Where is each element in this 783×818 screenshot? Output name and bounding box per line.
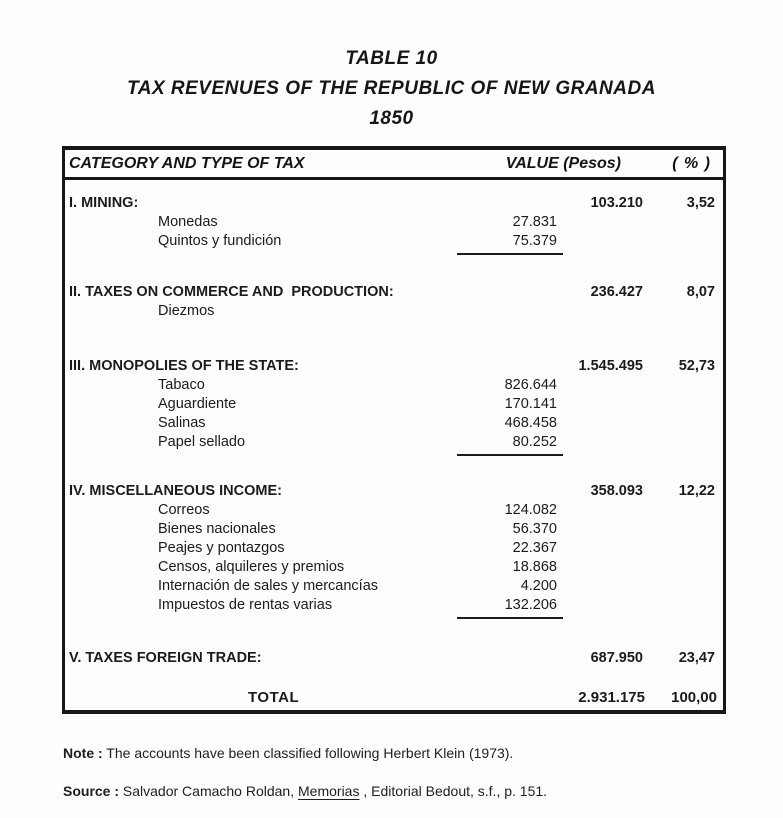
source-text-pre: Salvador Camacho Roldan,: [119, 783, 299, 799]
section-block: [65, 482, 723, 615]
total-label: TOTAL: [248, 689, 300, 706]
section-block: [65, 194, 723, 251]
section-block: [65, 649, 723, 668]
section-row: [65, 649, 723, 668]
item-label: Peajes y pontazgos: [158, 540, 285, 556]
total-row: [65, 686, 723, 710]
item-label: Monedas: [158, 214, 218, 230]
item-value: 826.644: [504, 377, 557, 393]
item-label: Correos: [158, 502, 210, 518]
section-label: I. MINING:: [69, 195, 139, 211]
item-row: [65, 520, 723, 539]
note-text: The accounts have been classified following Herbert Klein (1973).: [102, 745, 514, 761]
tax-revenues-table: [62, 146, 726, 714]
item-value: 124.082: [504, 502, 557, 518]
item-value: 22.367: [512, 540, 557, 556]
section-value: 358.093: [590, 483, 643, 499]
section-value: 236.427: [590, 284, 643, 300]
source-footnote: [63, 783, 547, 799]
source-work-title: Memorias: [298, 783, 360, 799]
table-main-title: TAX REVENUES OF THE REPUBLIC OF NEW GRANADA: [127, 78, 656, 99]
item-label: Impuestos de rentas varias: [158, 597, 333, 613]
table-header-row: [65, 150, 723, 180]
item-label: Diezmos: [158, 303, 215, 319]
item-row: [65, 501, 723, 520]
item-value: 80.252: [457, 433, 563, 456]
item-value: 18.868: [512, 559, 557, 575]
item-row: [65, 414, 723, 433]
table-year-title: 1850: [369, 108, 414, 129]
item-row: [65, 577, 723, 596]
item-value: 170.141: [504, 396, 557, 412]
section-value: 103.210: [590, 195, 643, 211]
item-label: Papel sellado: [158, 434, 246, 450]
item-row: [65, 539, 723, 558]
header-value: VALUE (Pesos): [505, 155, 621, 172]
item-label: Salinas: [158, 415, 206, 431]
item-row: [65, 302, 723, 321]
section-label: IV. MISCELLANEOUS INCOME:: [69, 483, 282, 499]
section-label: V. TAXES FOREIGN TRADE:: [69, 650, 262, 666]
section-label: III. MONOPOLIES OF THE STATE:: [69, 358, 299, 374]
table-number-title: TABLE 10: [345, 48, 438, 69]
item-row: [65, 433, 723, 452]
source-text-post: , Editorial Bedout, s.f., p. 151.: [359, 783, 548, 799]
section-value: 1.545.495: [578, 358, 643, 374]
section-row: [65, 357, 723, 376]
item-row: [65, 213, 723, 232]
item-label: Quintos y fundición: [158, 233, 282, 249]
document-title: [0, 44, 783, 134]
note-footnote: [63, 745, 513, 761]
section-percent: 3,52: [686, 195, 715, 211]
total-percent: 100,00: [671, 689, 717, 706]
source-label: Source :: [63, 783, 120, 799]
item-value: 468.458: [504, 415, 557, 431]
item-row: [65, 596, 723, 615]
item-row: [65, 395, 723, 414]
note-label: Note :: [63, 745, 103, 761]
section-percent: 52,73: [678, 358, 715, 374]
item-value: 56.370: [512, 521, 557, 537]
item-label: Tabaco: [158, 377, 205, 393]
item-value: 27.831: [512, 214, 557, 230]
header-percent: ( % ): [672, 155, 711, 172]
section-percent: 12,22: [678, 483, 715, 499]
section-percent: 8,07: [686, 284, 715, 300]
section-label: II. TAXES ON COMMERCE AND PRODUCTION:: [69, 284, 394, 300]
section-block: [65, 283, 723, 321]
table-body: [65, 194, 723, 672]
item-row: [65, 558, 723, 577]
item-row: [65, 376, 723, 395]
item-row: [65, 232, 723, 251]
item-label: Internación de sales y mercancías: [158, 578, 379, 594]
item-label: Bienes nacionales: [158, 521, 276, 537]
section-percent: 23,47: [678, 650, 715, 666]
section-row: [65, 283, 723, 302]
total-value: 2.931.175: [578, 689, 645, 706]
item-value: 4.200: [520, 578, 557, 594]
section-block: [65, 357, 723, 452]
section-row: [65, 194, 723, 213]
header-category: CATEGORY AND TYPE OF TAX: [69, 155, 305, 172]
section-value: 687.950: [590, 650, 643, 666]
item-label: Censos, alquileres y premios: [158, 559, 345, 575]
item-value: 75.379: [457, 232, 563, 255]
section-row: [65, 482, 723, 501]
item-label: Aguardiente: [158, 396, 237, 412]
item-value: 132.206: [457, 596, 563, 619]
